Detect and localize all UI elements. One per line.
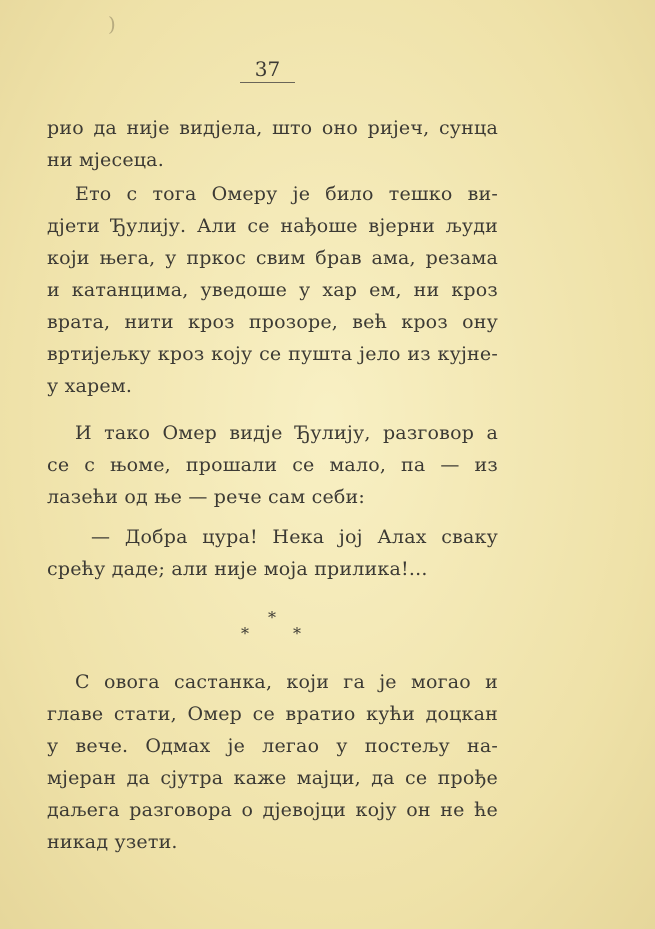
page-smudge: )	[108, 12, 116, 36]
paragraph-3	[47, 417, 498, 513]
text-line: срећу даде; али није моја прилика!...	[47, 558, 428, 580]
section-break-asterism	[235, 608, 315, 648]
asterism-star: *	[241, 624, 249, 643]
text-line: никад узети.	[47, 831, 178, 853]
text-line: се с њоме, прошали се мало, па — из	[47, 454, 498, 476]
text-line: који њега, у пркос свим брав ама, резама	[47, 247, 498, 269]
text-line: врата, нити кроз прозоре, већ кроз ону	[47, 311, 498, 333]
text-line: у вече. Одмах је легао у постељу на-	[47, 735, 498, 757]
paragraph-5	[47, 666, 498, 858]
text-line: даљега разговора о дјевојци коју он не ће	[47, 799, 498, 821]
text-line: лазећи од ње — рече сам себи:	[47, 486, 366, 508]
text-line: дјети Ђулију. Али се нађоше вјерни људи	[47, 215, 498, 237]
page-number: 37	[240, 56, 295, 83]
paragraph-2	[47, 178, 498, 402]
text-line: Ето с тога Омеру је било тешко ви-	[75, 183, 498, 205]
asterism-star: *	[293, 624, 301, 643]
paragraph-4-dialogue	[47, 521, 498, 585]
text-line: главе стати, Омер се вратио кући доцкан	[47, 703, 498, 725]
text-line: рио да није видјела, што оно ријеч, сунца	[47, 117, 498, 139]
text-line: и катанцима, уведоше у хар ем, ни кроз	[47, 279, 498, 301]
text-line: вртијељку кроз коју се пушта јело из кујне-	[47, 343, 498, 365]
text-line: — Добра цура! Нека јој Алах сваку	[91, 526, 498, 548]
text-line: И тако Омер видје Ђулију, разговор а	[75, 422, 498, 444]
text-line: С овога састанка, који га је могао и	[75, 671, 498, 693]
text-line: у харем.	[47, 375, 133, 397]
asterism-star: *	[268, 608, 276, 627]
text-line: ни мјесеца.	[47, 149, 164, 171]
paragraph-1	[47, 112, 498, 176]
text-line: мјеран да сјутра каже мајци, да се прође	[47, 767, 498, 789]
